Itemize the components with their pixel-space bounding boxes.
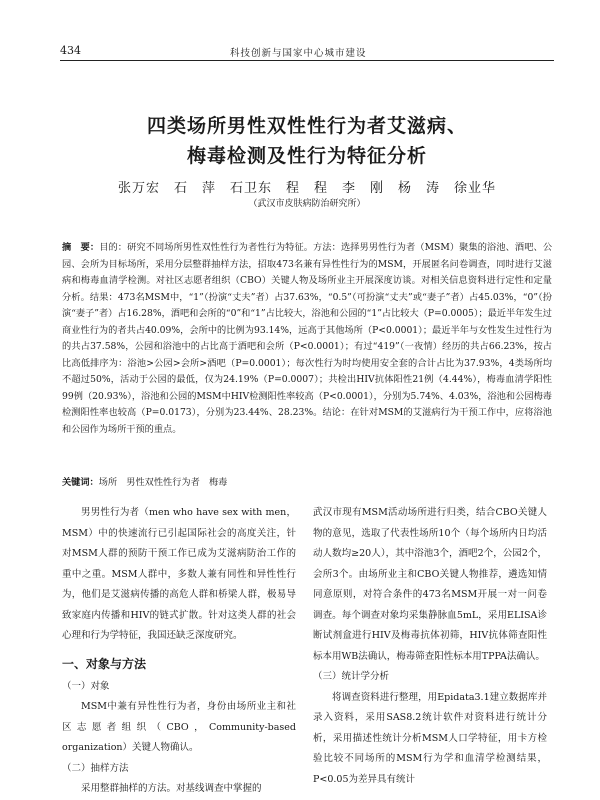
running-header [60,44,550,60]
statistics-paragraph: 将调查资料进行整理，用Epidata3.1建立数据库并录入资料，采用SAS8.2统计软件对资料进行统计分析，采用描述性统计分析MSM人口学特征，用卡方检验比较不同场所的MSM行为学和血清学检测结果，P<0.05为差异具有统计 [313,691,547,785]
keywords [62,474,552,488]
subjects-paragraph: MSM中兼有异性性行为者，身份由场所业主和社区志愿者组织（CBO，Community-based organization）关键人物确认。 [62,701,296,753]
intro-paragraph: 男男性行为者（men who have sex with men，MSM）中的快速流行已引起国际社会的高度关注，针对MSM人群的预防干预工作已成为艾滋病防治工作的重中之重。MSM人群中，多数人兼有同性和异性性行为，他们是艾滋病传播的高危人群和桥梁人群，极易导致家庭内传播和HIV的链式扩散。针对这类人群的社会心理和行为学特征，我国还缺乏深度研究。 [62,507,296,641]
section-heading-methods: 一、对象与方法 [62,656,147,671]
body-column-right [313,503,547,790]
subsection-heading-statistics: （三）统计学分析 [313,671,390,682]
keywords-label: 关键词： [62,477,99,488]
sampling-continued-paragraph: 武汉市现有MSM活动场所进行归类，结合CBO关键人物的意见，选取了代表性场所10个（每个场所内日均活动人数均≥20人），其中浴池3个，酒吧2个，公园2个，会所3个。由场所业主和CBO关键人物推荐，遴选知情同意原则，对符合条件的473名MSM开展一对一问卷调查。每个调查对象均采集静脉血5mL，采用ELISA诊断试剂盒进行HIV及梅毒抗体初筛，HIV抗体筛查阳性标本用WB法确认，梅毒筛查阳性标本用TPPA法确认。 [313,507,547,662]
paper-title-line-2: 梅毒检测及性行为特征分析 [186,145,427,167]
sampling-paragraph: 采用整群抽样的方法。对基线调查中掌握的 [81,783,262,794]
author-list: 张万宏 石 萍 石卫东 程 程 李 刚 杨 涛 徐业华 [117,181,496,196]
abstract-label: 摘 要： [62,242,100,253]
subsection-heading-sampling: （二）抽样方法 [62,762,129,774]
affiliation: （武汉市皮肤病防治研究所） [248,199,366,209]
abstract-text: 目的：研究不同场所男性双性性行为者性行为特征。方法：选择男男性行为者（MSM）聚集的浴池、酒吧、公园、会所为目标场所，采用分层整群抽样方法，招取473名兼有异性性行为的MSM，开展匿名问卷调查，同时进行艾滋病和梅毒血清学检测。对社区志愿者组织（CBO）关键人物及场所业主开展深度访谈。对相关信息资料进行定性和定量分析。结果：473名MSM中，“1”（扮演“丈夫”者）占37.63%，“0.5”（可扮演“丈夫”或“妻子”者）占45.03%，“0”（扮演“妻子”者）占16.28%，酒吧和会所的“0”和“1”占比较大，浴池和公园的“1”占比较大（P=0.0005）；最近半年发生过商业性行为的者共占40.09%，会所中的比例为93.14%，远高于其他场所（P<0.0001）；最近半年与女性发生过性行为的共占37.58%，公园和浴池中的占比高于酒吧和会所（P<0.0001）；有过“419”（一夜情）经历的共占66.23%，按占比高低排序为：浴池>公园>会所>酒吧（P=0.0001）；每次性行为时均使用安全套的合计占比为37.93%，4类场所均不超过50%，活动于公园的最低，仅为24.19%（P=0.0007）；共检出HIV抗体阳性21例（4.44%），梅毒血清学阳性99例（20.93%），浴池和公园的MSM中HIV检测阳性率较高（P<0.0001），分别为5.74%、4.03%，浴池和公园梅毒检测阳性率也较高（P=0.0173），分别为23.44%、28.23%。结论：在针对MSM的艾滋病行为干预工作中，应将浴池和公园作为场所干预的重点。 [62,242,553,435]
journal-name: 科技创新与国家中心城市建设 [230,48,367,59]
keywords-text: 场所 男性双性性行为者 梅毒 [98,477,228,488]
abstract [62,240,552,438]
subsection-heading-subjects: （一）对象 [62,680,110,692]
header-rule [60,60,554,61]
paper-title-line-1: 四类场所男性双性性行为者艾滋病、 [146,115,467,137]
page-number: 434 [60,44,81,57]
body-column-left [62,503,296,800]
